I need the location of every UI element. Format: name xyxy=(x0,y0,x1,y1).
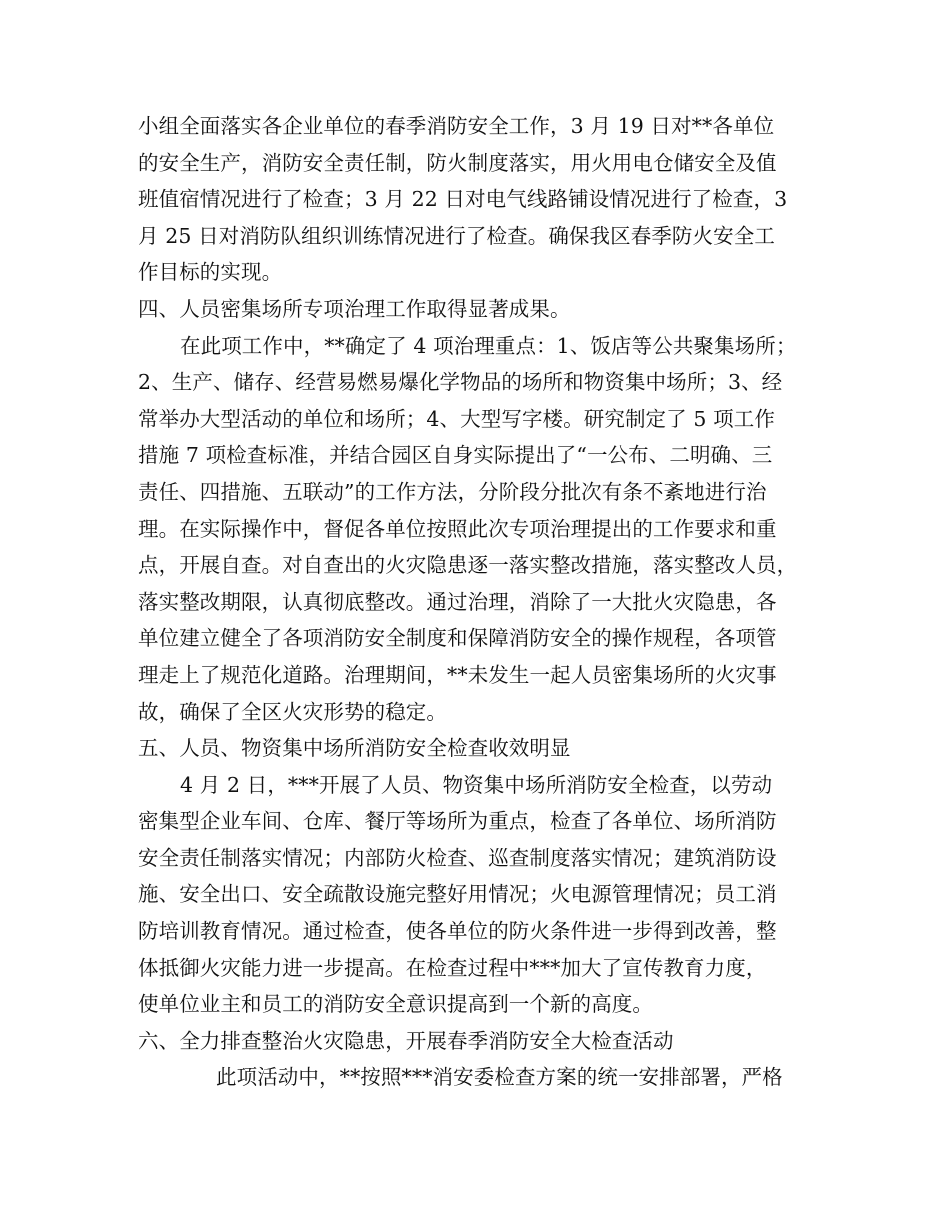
text-line: 六、全力排查整治火灾隐患，开展春季消防安全大检查活动 xyxy=(138,1028,674,1053)
text-line: 4 月 2 日，***开展了人员、物资集中场所消防安全检查，以劳动 xyxy=(180,772,773,797)
text-line: 理。在实际操作中，督促各单位按照此次专项治理提出的工作要求和重 xyxy=(138,516,777,541)
text-line: 落实整改期限，认真彻底整改。通过治理，消除了一大批火灾隐患，各 xyxy=(138,589,777,614)
text-line: 单位建立健全了各项消防安全制度和保障消防安全的操作规程，各项管 xyxy=(138,626,777,651)
text-line: 措施 7 项检查标准，并结合园区自身实际提出了“一公布、二明确、三 xyxy=(138,443,773,468)
text-line: 月 25 日对消防队组织训练情况进行了检查。确保我区春季防火安全工 xyxy=(138,223,775,248)
text-line: 五、人员、物资集中场所消防安全检查收效明显 xyxy=(138,736,571,761)
text-line: 责任、四措施、五联动”的工作方法，分阶段分批次有条不紊地进行治 xyxy=(138,479,767,504)
text-line: 使单位业主和员工的消防安全意识提高到一个新的高度。 xyxy=(138,992,653,1017)
text-line: 班值宿情况进行了检查；3 月 22 日对电气线路铺设情况进行了检查，3 xyxy=(138,187,788,212)
text-line: 四、人员密集场所专项治理工作取得显著成果。 xyxy=(138,296,571,321)
text-line: 在此项工作中，**确定了 4 项治理重点：1、饭店等公共聚集场所； xyxy=(180,333,797,358)
text-line: 此项活动中，**按照***消安委检查方案的统一安排部署，严格 xyxy=(216,1065,783,1090)
text-line: 安全责任制落实情况；内部防火检查、巡查制度落实情况；建筑消防设 xyxy=(138,845,777,870)
text-line: 的安全生产，消防安全责任制，防火制度落实，用火用电仓储安全及值 xyxy=(138,150,777,175)
text-line: 常举办大型活动的单位和场所；4、大型写字楼。研究制定了 5 项工作 xyxy=(138,406,775,431)
text-line: 点，开展自查。对自查出的火灾隐患逐一落实整改措施，落实整改人员， xyxy=(138,553,798,578)
text-line: 2、生产、储存、经营易燃易爆化学物品的场所和物资集中场所；3、经 xyxy=(138,370,783,395)
text-line: 小组全面落实各企业单位的春季消防安全工作，3 月 19 日对**各单位 xyxy=(138,114,775,138)
document-body xyxy=(138,108,828,1096)
text-line: 防培训教育情况。通过检查，使各单位的防火条件进一步得到改善，整 xyxy=(138,919,777,944)
text-line: 作目标的实现。 xyxy=(138,260,283,285)
text-line: 理走上了规范化道路。治理期间，**未发生一起人员密集场所的火灾事 xyxy=(138,662,777,687)
text-line: 密集型企业车间、仓库、餐厅等场所为重点，检查了各单位、场所消防 xyxy=(138,809,777,834)
text-line: 施、安全出口、安全疏散设施完整好用情况；火电源管理情况；员工消 xyxy=(138,882,777,907)
text-line: 体抵御火灾能力进一步提高。在检查过程中***加大了宣传教育力度， xyxy=(138,955,767,980)
text-line: 故，确保了全区火灾形势的稳定。 xyxy=(138,699,447,724)
